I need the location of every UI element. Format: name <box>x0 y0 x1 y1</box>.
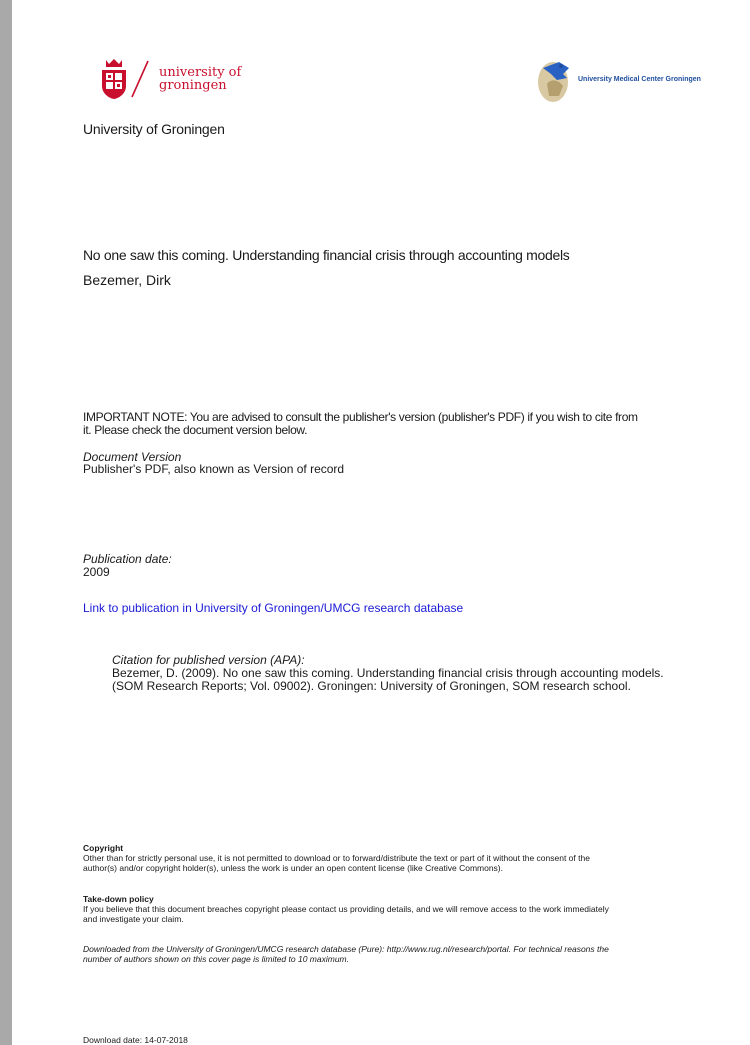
citation-label: Citation for published version (APA): <box>112 653 305 667</box>
important-note-line2: it. Please check the document version below. <box>83 423 308 437</box>
publication-title: No one saw this coming. Understanding financial crisis through accounting models <box>83 247 570 263</box>
citation-line1: Bezemer, D. (2009). No one saw this coming. Understanding financial crisis through accounting models. <box>112 666 664 680</box>
copyright-line2: author(s) and/or copyright holder(s), unless the work is under an open content license (like Creative Commons). <box>83 863 504 873</box>
citation-line2: (SOM Research Reports; Vol. 09002). Groningen: University of Groningen, SOM research school. <box>112 679 631 693</box>
important-note <box>83 411 708 437</box>
viewer-left-bar <box>0 0 12 1045</box>
takedown-line1: If you believe that this document breaches copyright please contact us providing details, and we will remove access to the work immediately <box>83 904 609 914</box>
crest-icon <box>100 58 128 100</box>
publication-date-label: Publication date: <box>83 552 172 566</box>
copyright-heading: Copyright <box>83 843 124 853</box>
publication-date-value: 2009 <box>83 565 110 579</box>
document-version-label: Document Version <box>83 450 182 464</box>
umcg-logo <box>533 56 708 106</box>
important-note-line1: IMPORTANT NOTE: You are advised to consult the publisher's version (publisher's PDF) if you wish to cite from <box>83 410 638 424</box>
downloaded-from-line2: number of authors shown on this cover page is limited to 10 maximum. <box>83 954 349 964</box>
umcg-name: University Medical Center Groningen <box>578 76 701 83</box>
slash-icon <box>130 60 150 98</box>
downloaded-from-line1: Downloaded from the University of Groningen/UMCG research database (Pure): http://www.rug.nl/research/portal. For technical reasons the <box>83 944 609 954</box>
publication-author: Bezemer, Dirk <box>83 272 171 288</box>
takedown-heading: Take-down policy <box>83 894 154 904</box>
publication-link[interactable]: Link to publication in University of Groningen/UMCG research database <box>83 601 464 615</box>
umcg-emblem-icon <box>533 56 575 104</box>
logo-text-line1: university of <box>159 65 242 80</box>
copyright-line1: Other than for strictly personal use, it is not permitted to download or to forward/distribute the text or part of it without the consent of the <box>83 853 590 863</box>
document-version-value: Publisher's PDF, also known as Version of record <box>83 462 345 476</box>
university-of-groningen-logo <box>100 58 250 100</box>
logo-text-line2: groningen <box>159 78 227 93</box>
document-page <box>12 0 750 1045</box>
institution-name: University of Groningen <box>83 121 225 137</box>
takedown-line2: and investigate your claim. <box>83 914 184 924</box>
download-date: Download date: 14-07-2018 <box>83 1035 188 1045</box>
